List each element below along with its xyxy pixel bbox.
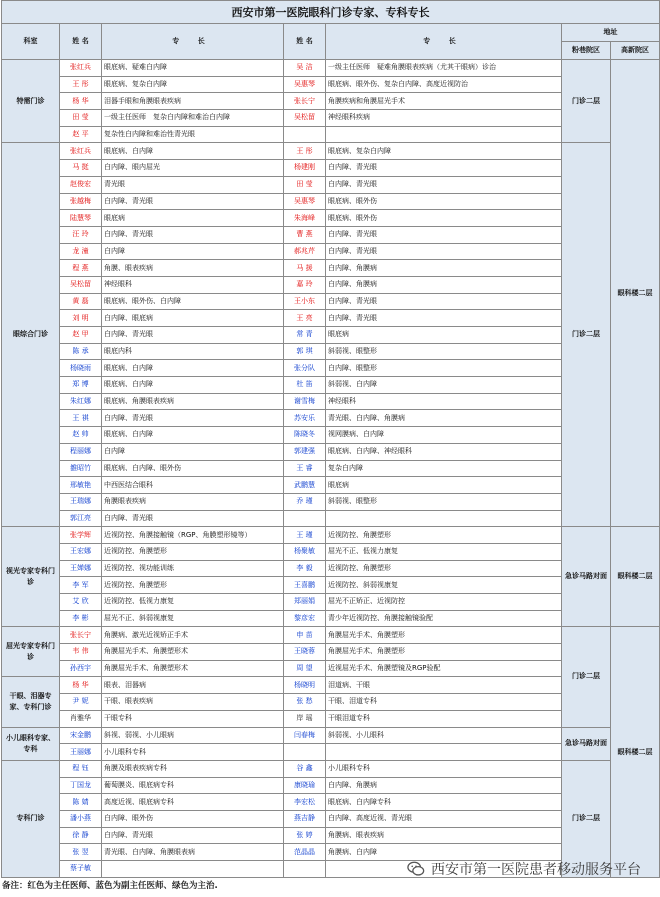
table-row [2,410,660,427]
doctor-name: 王婵娜 [60,560,102,577]
doctor-name: 吴惠琴 [284,76,326,93]
doctor-specialty: 近视防控、角膜塑形 [102,577,284,594]
dept-cell: 干眼、泪器专家、专科门诊 [2,677,60,727]
doctor-specialty: 眼底病、眼外伤、白内障 [102,293,284,310]
doctor-name: 王小东 [284,293,326,310]
doctor-specialty: 白内障、角膜病 [326,260,562,277]
watermark [407,859,641,879]
table-row [2,460,660,477]
doctor-name: 田 莹 [60,110,102,127]
doctor-name: 朱海峰 [284,210,326,227]
doctor-name: 曹 燕 [284,226,326,243]
doctor-specialty [102,861,284,878]
doctor-specialty: 眼底病、白内障 [102,427,284,444]
doctor-specialty: 泪器手眼和角膜眼表疾病 [102,93,284,110]
table-row [2,560,660,577]
wechat-logo-icon [407,860,425,878]
doctor-specialty: 屈光不正、斜弱视康复 [102,610,284,627]
doctor-name: 蔡子敏 [60,861,102,878]
table-row [2,610,660,627]
doctor-specialty: 白内障 [102,243,284,260]
doctor-name: 陈 承 [60,343,102,360]
doctor-specialty: 小儿眼科专科 [326,760,562,777]
doctor-specialty: 近视防控、视功能训练 [102,560,284,577]
doctor-name: 王瑞娜 [60,493,102,510]
doctor-name: 王 祺 [60,410,102,427]
doctor-specialty: 白内障、眼内屈光 [102,160,284,177]
doctor-specialty: 一级主任医师 疑难角膜眼表疾病（尤其干眼病）诊治 [326,60,562,77]
doctor-name: 赵 甲 [60,327,102,344]
table-row [2,110,660,127]
table-row [2,477,660,494]
table-row [2,393,660,410]
table-row [2,60,660,77]
doctor-specialty: 屈光不正、低视力康复 [326,543,562,560]
doctor-specialty: 角膜屈光手术、角膜塑形术 [102,660,284,677]
doctor-specialty: 眼底病、复杂白内障 [326,143,562,160]
campus-b-location: 眼科楼二层 [611,60,660,527]
doctor-specialty: 角膜屈光手术、角膜塑形术 [102,644,284,661]
doctor-name: 杨 华 [60,93,102,110]
campus-a-location: 门诊二层 [562,143,611,527]
dept-cell: 视光专家专科门诊 [2,527,60,627]
campus-a-location: 门诊二层 [562,627,611,727]
doctor-name: 赵 帅 [60,427,102,444]
doctor-name: 程 燕 [60,260,102,277]
doctor-name: 郭 琪 [284,343,326,360]
doctor-specialty: 中西医结合眼科 [102,477,284,494]
doctor-name: 黄 磊 [60,293,102,310]
doctor-name: 艾 欣 [60,594,102,611]
doctor-specialty: 视网膜病、白内障 [326,427,562,444]
doctor-name: 杨聚敏 [284,543,326,560]
schedule-sheet [1,0,659,891]
doctor-specialty: 葡萄膜炎、眼底病专科 [102,777,284,794]
doctor-specialty: 眼底病、白内障、眼外伤 [102,460,284,477]
table-row [2,126,660,143]
doctor-specialty: 角膜病、白内障 [326,844,562,861]
doctor-specialty: 白内障、青光眼 [102,226,284,243]
doctor-specialty: 泪道病、干眼 [326,677,562,694]
doctor-specialty: 青光眼、白内障、角膜病 [326,410,562,427]
doctor-name: 王 瑾 [284,527,326,544]
doctor-name: 朱红娜 [60,393,102,410]
doctor-specialty: 角膜、眼表疾病 [102,260,284,277]
doctor-name: 王宏娜 [60,543,102,560]
table-row [2,527,660,544]
doctor-specialty: 青少年近视防控、角膜接触镜验配 [326,610,562,627]
campus-a-location: 急诊马路对面 [562,727,611,760]
doctor-specialty [326,744,562,761]
doctor-name: 吴松留 [60,276,102,293]
table-row [2,694,660,711]
doctor-specialty: 白内障、青光眼 [326,310,562,327]
table-row [2,710,660,727]
doctor-name: 邢敏艳 [60,477,102,494]
doctor-name: 陆慧琴 [60,210,102,227]
doctor-specialty: 近视防控、角膜塑形 [102,543,284,560]
header-dept: 科室 [2,24,60,60]
doctor-specialty: 白内障、高度近视、青光眼 [326,810,562,827]
doctor-specialty: 干眼专科 [102,710,284,727]
doctor-specialty: 白内障、青光眼 [102,510,284,527]
doctor-specialty [326,126,562,143]
doctor-name: 张学辉 [60,527,102,544]
doctor-specialty: 白内障、青光眼 [102,410,284,427]
doctor-name: 杨晓明 [284,677,326,694]
doctor-specialty: 近视防控、斜弱视康复 [326,577,562,594]
doctor-name: 王丽娜 [60,744,102,761]
table-row [2,327,660,344]
doctor-name: 周 望 [284,660,326,677]
footnote: 备注：红色为主任医师、蓝色为副主任医师、绿色为主治. [2,881,218,891]
doctor-name: 郑 博 [60,377,102,394]
header-address: 地址 [562,24,660,42]
doctor-name: 张分队 [284,360,326,377]
doctor-specialty: 白内障、青光眼 [326,243,562,260]
doctor-name: 苏安乐 [284,410,326,427]
table-row [2,777,660,794]
dept-cell: 专科门诊 [2,760,60,877]
doctor-name: 孙西宇 [60,660,102,677]
doctor-specialty: 眼底病、白内障、神经眼科 [326,443,562,460]
doctor-name: 谢雪梅 [284,393,326,410]
doctor-name: 田 莹 [284,176,326,193]
doctor-specialty: 眼底病、复杂白内障 [102,76,284,93]
doctor-name: 杨建刚 [284,160,326,177]
table-row [2,644,660,661]
doctor-name: 范晶晶 [284,844,326,861]
doctor-specialty: 角膜病、眼表疾病 [326,827,562,844]
doctor-specialty: 近视防控、低视力康复 [102,594,284,611]
doctor-specialty: 青光眼、白内障、角膜眼表病 [102,844,284,861]
doctor-name: 王晓蓉 [284,644,326,661]
doctor-name: 郑丽娟 [284,594,326,611]
doctor-specialty: 角膜病、激光近视矫正手术 [102,627,284,644]
doctor-specialty: 神经眼科 [326,393,562,410]
doctor-name: 李 毅 [284,560,326,577]
doctor-specialty: 角膜眼表疾病 [102,493,284,510]
doctor-name: 王 亮 [284,310,326,327]
doctor-specialty: 白内障、眼底病 [102,310,284,327]
table-row [2,810,660,827]
doctor-name: 岸 瑶 [284,710,326,727]
table-row [2,377,660,394]
doctor-name: 尹 妮 [60,694,102,711]
table-row [2,443,660,460]
table-row [2,276,660,293]
doctor-name: 雒昭竹 [60,460,102,477]
table-row [2,577,660,594]
campus-a-location: 门诊二层 [562,60,611,143]
doctor-specialty: 白内障、眼外伤 [102,810,284,827]
dept-cell: 屈光专家专科门诊 [2,627,60,677]
doctor-specialty: 眼底病、眼外伤 [326,193,562,210]
doctor-name: 肖雅华 [60,710,102,727]
table-row [2,210,660,227]
doctor-name: 刘 明 [60,310,102,327]
table-row [2,844,660,861]
doctor-name: 燕吉静 [284,810,326,827]
doctor-name: 张 婷 [284,827,326,844]
doctor-specialty: 高度近视、眼底病专科 [102,794,284,811]
table-row [2,660,660,677]
doctor-specialty: 眼底病 [326,477,562,494]
doctor-specialty: 眼底病、眼外伤、复杂白内障、高度近视防治 [326,76,562,93]
table-row [2,160,660,177]
table-row [2,427,660,444]
doctor-specialty: 青光眼 [102,176,284,193]
doctor-name: 吴 洁 [284,60,326,77]
doctor-name [284,744,326,761]
page-title: 西安市第一医院眼科门诊专家、专科专长 [2,1,660,24]
doctor-specialty: 白内障、青光眼 [326,293,562,310]
doctor-specialty: 干眼、泪道专科 [326,694,562,711]
doctor-name: 杨 华 [60,677,102,694]
doctor-name: 程 钰 [60,760,102,777]
dept-cell: 眼综合门诊 [2,143,60,527]
campus-a-location: 急诊马路对面 [562,527,611,627]
doctor-specialty: 眼底病、疑难白内障 [102,60,284,77]
table-row [2,260,660,277]
doctor-name: 汪 玲 [60,226,102,243]
doctor-name: 张 翌 [60,844,102,861]
table-row [2,727,660,744]
doctor-name: 马 援 [284,260,326,277]
table-row [2,827,660,844]
table-row [2,794,660,811]
table-row [2,93,660,110]
doctor-specialty: 眼底病 [102,210,284,227]
table-row [2,510,660,527]
doctor-name: 武鹏慧 [284,477,326,494]
doctor-name: 郭建强 [284,443,326,460]
doctor-name: 闫春梅 [284,727,326,744]
doctor-name: 谷 鑫 [284,760,326,777]
doctor-name: 常 青 [284,327,326,344]
doctor-name: 李宏松 [284,794,326,811]
table-row [2,243,660,260]
doctor-specialty: 复杂性白内障和难治性青光眼 [102,126,284,143]
doctor-name: 申 苗 [284,627,326,644]
doctor-specialty: 白内障、青光眼 [102,827,284,844]
doctor-name: 张 愁 [284,694,326,711]
doctor-specialty: 眼表、泪器病 [102,677,284,694]
doctor-name: 赵俊宏 [60,176,102,193]
table-row [2,360,660,377]
doctor-name [284,126,326,143]
expert-table [1,0,660,878]
doctor-specialty: 白内障、眼整形 [326,360,562,377]
doctor-name: 丁国龙 [60,777,102,794]
doctor-name: 王喜鹏 [284,577,326,594]
doctor-name: 杨晓雨 [60,360,102,377]
doctor-name: 郭江亮 [60,510,102,527]
doctor-name: 陈晓冬 [284,427,326,444]
doctor-name: 张越梅 [60,193,102,210]
doctor-specialty: 眼底病、角膜眼表疾病 [102,393,284,410]
doctor-specialty: 眼底病 [326,327,562,344]
doctor-specialty: 近视防控、角膜接触镜（RGP、角膜塑形镜等） [102,527,284,544]
table-row [2,677,660,694]
table-row [2,493,660,510]
doctor-specialty: 眼底病、白内障 [102,143,284,160]
doctor-specialty: 白内障、角膜病 [326,276,562,293]
doctor-name: 王 睿 [284,460,326,477]
doctor-specialty: 近视屈光手术、角膜塑镜及RGP验配 [326,660,562,677]
doctor-name: 程丽娜 [60,443,102,460]
doctor-specialty: 复杂白内障 [326,460,562,477]
doctor-specialty: 白内障、青光眼 [102,193,284,210]
table-row [2,744,660,761]
campus-a-location: 门诊二层 [562,760,611,877]
doctor-specialty: 斜弱视、小儿眼科 [326,727,562,744]
header-campus-b: 高新院区 [611,42,660,60]
doctor-specialty: 神经眼科 [102,276,284,293]
doctor-specialty: 角膜及眼表疾病专科 [102,760,284,777]
doctor-specialty: 斜弱视、眼整形 [326,343,562,360]
doctor-name: 王 彤 [284,143,326,160]
doctor-name: 马 挺 [60,160,102,177]
header-specialty-1: 专 长 [102,24,284,60]
doctor-name: 韦 伟 [60,644,102,661]
watermark-text: 西安市第一医院患者移动服务平台 [431,862,641,878]
doctor-name [284,861,326,878]
doctor-name: 张长宁 [60,627,102,644]
doctor-specialty: 近视防控、角膜塑形 [326,527,562,544]
doctor-specialty: 白内障、青光眼 [326,226,562,243]
header-name-1: 姓 名 [60,24,102,60]
doctor-name: 陈 婧 [60,794,102,811]
doctor-name: 徐 静 [60,827,102,844]
table-row [2,594,660,611]
doctor-specialty: 白内障、青光眼 [102,327,284,344]
doctor-name: 吴松留 [284,110,326,127]
doctor-name: 张红兵 [60,143,102,160]
table-row [2,543,660,560]
header-campus-a: 粉巷院区 [562,42,611,60]
doctor-specialty: 眼底病、眼外伤 [326,210,562,227]
table-row [2,226,660,243]
doctor-specialty: 白内障、青光眼 [326,160,562,177]
doctor-specialty: 近视防控、角膜塑形 [326,560,562,577]
doctor-specialty: 干眼泪道专科 [326,710,562,727]
doctor-name: 黎彦宏 [284,610,326,627]
doctor-specialty: 屈光不正矫正、近视防控 [326,594,562,611]
doctor-specialty: 斜视、弱视、小儿眼病 [102,727,284,744]
campus-b-location: 眼科楼二层 [611,527,660,627]
header-specialty-2: 专 长 [326,24,562,60]
doctor-name: 郝兆芹 [284,243,326,260]
header-name-2: 姓 名 [284,24,326,60]
doctor-name: 李 军 [60,577,102,594]
table-row [2,760,660,777]
doctor-specialty: 角膜屈光手术、角膜塑形 [326,627,562,644]
table-row [2,343,660,360]
doctor-specialty: 眼底病、白内障 [102,360,284,377]
doctor-specialty: 白内障、角膜病 [326,777,562,794]
table-row [2,76,660,93]
dept-cell: 特需门诊 [2,60,60,143]
doctor-name: 潘小燕 [60,810,102,827]
doctor-name: 宋金鹏 [60,727,102,744]
doctor-name: 嘉 玲 [284,276,326,293]
doctor-specialty: 神经眼科疾病 [326,110,562,127]
doctor-specialty [326,510,562,527]
doctor-name: 张长宁 [284,93,326,110]
doctor-name: 康晓瑜 [284,777,326,794]
doctor-specialty: 眼底病、白内障 [102,377,284,394]
table-row [2,627,660,644]
table-row [2,310,660,327]
doctor-name: 吴惠琴 [284,193,326,210]
doctor-specialty: 白内障、青光眼 [326,176,562,193]
doctor-name: 张红兵 [60,60,102,77]
doctor-specialty: 一级主任医师 复杂白内障和难治白内障 [102,110,284,127]
doctor-specialty: 小儿眼科专科 [102,744,284,761]
table-row [2,193,660,210]
doctor-specialty: 角膜疾病和角膜屈光手术 [326,93,562,110]
doctor-name: 李 彬 [60,610,102,627]
doctor-name: 杜 笛 [284,377,326,394]
doctor-name [284,510,326,527]
doctor-specialty: 斜弱视、眼整形 [326,493,562,510]
table-row [2,293,660,310]
doctor-specialty: 角膜屈光手术、角膜塑形 [326,644,562,661]
table-row [2,176,660,193]
doctor-specialty: 眼底病、白内障专科 [326,794,562,811]
doctor-name: 龙 潼 [60,243,102,260]
doctor-specialty: 白内障 [102,443,284,460]
dept-cell: 小儿眼科专家、专科 [2,727,60,760]
doctor-name: 赵 平 [60,126,102,143]
table-row [2,143,660,160]
campus-b-location: 眼科楼二层 [611,627,660,877]
doctor-specialty: 斜弱视、白内障 [326,377,562,394]
doctor-name: 王 彤 [60,76,102,93]
doctor-specialty: 干眼、眼表疾病 [102,694,284,711]
doctor-name: 乔 瑾 [284,493,326,510]
doctor-specialty: 眼底内科 [102,343,284,360]
